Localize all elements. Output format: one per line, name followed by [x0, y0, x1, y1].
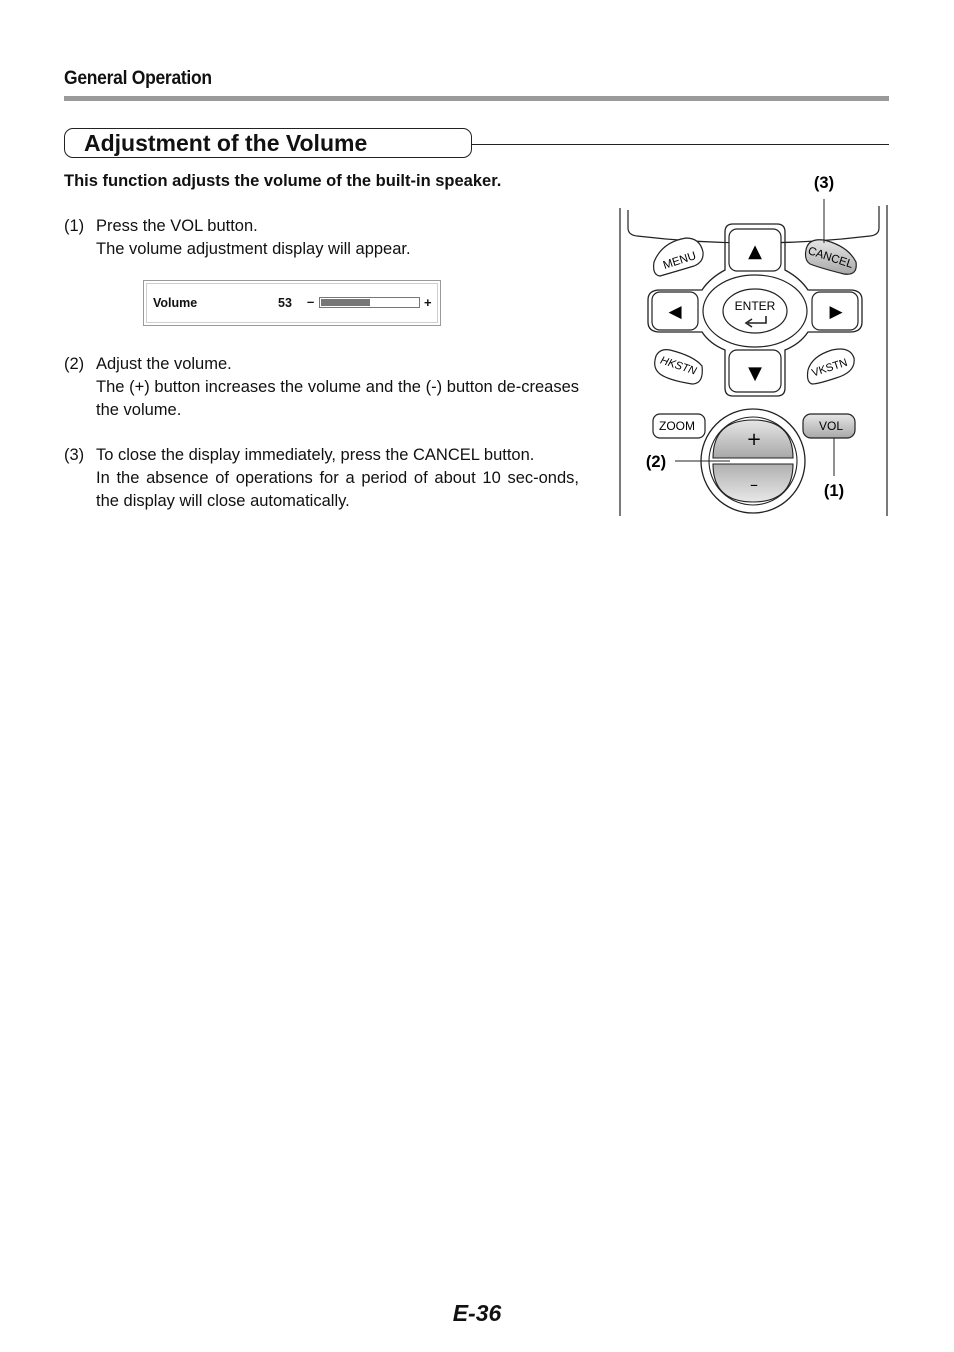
- enter-button-label: ENTER: [734, 299, 776, 313]
- volume-osd-minus: –: [307, 294, 315, 309]
- step-1-number: (1): [64, 217, 85, 235]
- header-rule: [64, 96, 889, 101]
- section-header: General Operation: [64, 68, 212, 89]
- hkstn-button[interactable]: [655, 350, 703, 384]
- right-arrow-icon: ▶: [829, 302, 843, 322]
- zoom-button[interactable]: [653, 414, 705, 438]
- callout-3-label: (3): [813, 174, 835, 192]
- volume-osd-fill: [321, 299, 370, 306]
- vkstn-button-label: VKSTN: [810, 356, 849, 380]
- step-3-line-2: In the absence of operations for a period of about 10 sec-onds, the display will close automatically.: [96, 469, 579, 510]
- left-arrow-icon: ◀: [668, 302, 682, 322]
- step-2-number: (2): [64, 355, 85, 373]
- hkstn-button-label: HKSTN: [658, 354, 698, 378]
- vkstn-button[interactable]: [808, 349, 855, 384]
- left-button[interactable]: [652, 292, 698, 330]
- menu-button[interactable]: [654, 238, 703, 276]
- page-number: E-36: [452, 1300, 502, 1326]
- step-2-line-1: Adjust the volume.: [96, 355, 232, 373]
- down-arrow-icon: ▼: [748, 363, 762, 384]
- step-3-number: (3): [64, 446, 85, 464]
- callout-cancel: [814, 174, 834, 243]
- step-3-line-1: To close the display immediately, press the CANCEL button.: [96, 446, 535, 464]
- callout-vol: [824, 438, 844, 500]
- callout-2-label: (2): [645, 453, 667, 471]
- callout-1-label: (1): [823, 482, 845, 500]
- volume-plus-icon: +: [746, 429, 762, 450]
- zoom-button-label: ZOOM: [659, 419, 695, 433]
- up-arrow-icon: ▲: [748, 241, 762, 262]
- cancel-button-label: CANCEL: [806, 245, 855, 271]
- title-rule: [472, 144, 889, 145]
- volume-minus-icon: –: [750, 475, 758, 494]
- remote-control-illustration: [600, 165, 900, 525]
- volume-osd-label: Volume: [153, 296, 198, 310]
- step-1-line-1: Press the VOL button.: [96, 217, 258, 235]
- down-button[interactable]: [729, 350, 781, 392]
- enter-button[interactable]: [703, 275, 807, 347]
- lead-text: This function adjusts the volume of the built-in speaker.: [64, 172, 502, 190]
- volume-osd-plus: +: [424, 295, 432, 310]
- step-2: [64, 353, 579, 422]
- step-1-line-2: The volume adjustment display will appear.: [96, 240, 411, 258]
- up-button[interactable]: [729, 229, 781, 271]
- page-title: Adjustment of the Volume: [84, 130, 368, 156]
- step-1: [64, 215, 579, 261]
- right-button[interactable]: [812, 292, 858, 330]
- step-3: [64, 444, 579, 513]
- volume-osd-value: 53: [278, 296, 292, 310]
- cancel-button[interactable]: [806, 240, 857, 275]
- vol-button[interactable]: [803, 414, 855, 438]
- step-2-line-2: The (+) button increases the volume and the (-) button de-creases the volume.: [96, 378, 579, 419]
- menu-button-label: MENU: [661, 250, 698, 272]
- vol-button-label: VOL: [818, 419, 844, 433]
